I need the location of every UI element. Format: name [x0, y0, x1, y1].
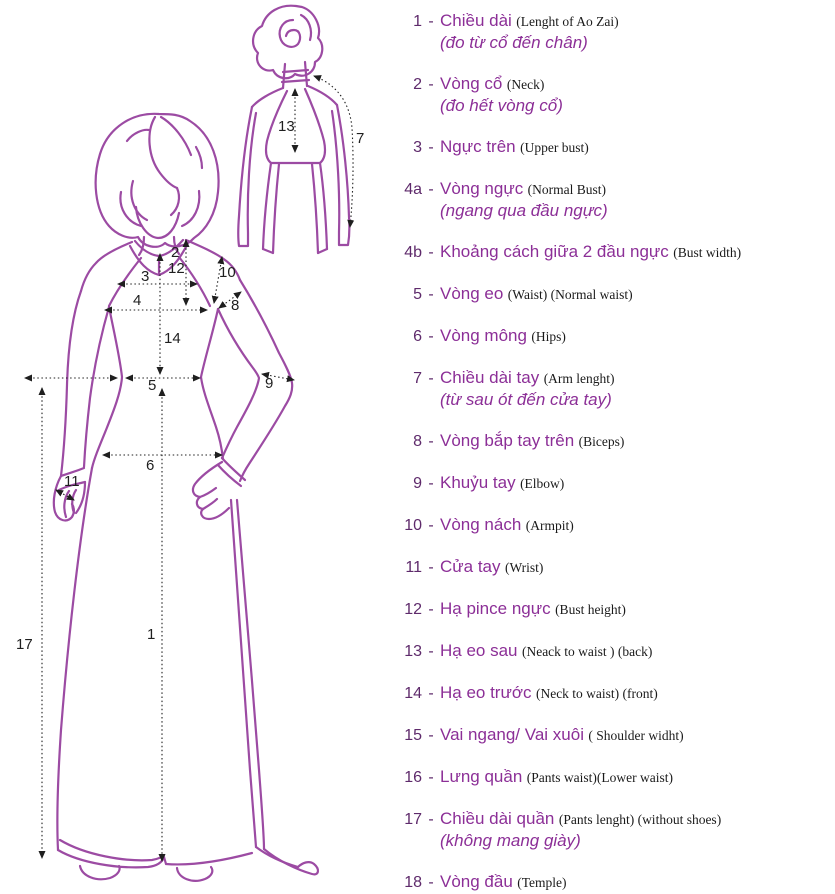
- legend-item-vietnamese: Khoảng cách giữa 2 đầu ngực: [440, 242, 669, 261]
- legend-item-dash: -: [428, 874, 434, 891]
- legend-item-number: 6: [413, 328, 422, 345]
- legend-item-vietnamese: Ngực trên: [440, 137, 516, 156]
- legend-item: [388, 10, 835, 53]
- legend-item-number: 17: [404, 811, 422, 828]
- legend-item-number: 4b: [404, 244, 422, 261]
- front-view-figure: [54, 114, 318, 881]
- legend-item-content: [440, 283, 835, 305]
- legend-item-english: (Pants lenght) (without shoes): [558, 812, 722, 827]
- legend-item-vietnamese: Cửa tay: [440, 557, 501, 576]
- legend-item-content: [440, 556, 835, 578]
- legend-item-english: (Hips): [531, 329, 566, 344]
- legend-item-content: [440, 724, 835, 746]
- measurement-lines: [25, 76, 353, 861]
- legend-item-dash: -: [428, 559, 434, 576]
- legend-item-content: [440, 871, 835, 893]
- legend-item-english: (Biceps): [578, 434, 625, 449]
- legend-item-vietnamese: Lưng quần: [440, 767, 523, 786]
- legend-item-number: 1: [413, 13, 422, 30]
- diagram-label-7: 7: [356, 130, 365, 147]
- legend-item: [388, 766, 835, 788]
- legend-item-dash: -: [428, 328, 434, 345]
- legend-item-english: (Neack to waist ) (back): [521, 644, 653, 659]
- left-arm: [61, 291, 81, 476]
- diagram-label-3: 3: [141, 268, 150, 285]
- legend-item-content: [440, 325, 835, 347]
- legend-item: [388, 430, 835, 452]
- legend-item: [388, 682, 835, 704]
- legend-item-vietnamese: Chiều dài tay: [440, 368, 540, 387]
- legend-item-vietnamese: Hạ eo trước: [440, 683, 532, 702]
- legend-item-number: 4a: [404, 181, 422, 198]
- legend-item-content: [440, 514, 835, 536]
- legend-item-number: 16: [404, 769, 422, 786]
- right-foot: [177, 867, 212, 881]
- diagram-label-14: 14: [164, 330, 181, 347]
- diagram-label-13: 13: [278, 118, 295, 135]
- legend-item-number: 10: [404, 517, 422, 534]
- legend-item-dash: -: [428, 685, 434, 702]
- diagram-label-12: 12: [168, 260, 185, 277]
- legend-item: [388, 472, 835, 494]
- legend-item-subnote: (đo từ cổ đến chân): [440, 33, 588, 52]
- legend-item-english: (Bust width): [673, 245, 742, 260]
- legend-item-number: 15: [404, 727, 422, 744]
- legend-item-english: (Wrist): [504, 560, 544, 575]
- diagram-label-8: 8: [231, 297, 240, 314]
- legend-item: [388, 724, 835, 746]
- diagram-label-9: 9: [265, 375, 274, 392]
- legend-item-english: (Neck): [506, 77, 545, 92]
- diagram-label-6: 6: [146, 457, 155, 474]
- legend-item-english: (Elbow): [520, 476, 565, 491]
- legend-item-dash: -: [428, 433, 434, 450]
- legend-item: [388, 598, 835, 620]
- legend-item-dash: -: [428, 643, 434, 660]
- legend-item-number: 9: [413, 475, 422, 492]
- legend-item: [388, 283, 835, 305]
- legend-item-dash: -: [428, 517, 434, 534]
- legend-item-vietnamese: Vòng mông: [440, 326, 527, 345]
- legend-item-number: 5: [413, 286, 422, 303]
- diagram-label-10: 10: [219, 264, 236, 281]
- legend-item-english: (Neck to waist) (front): [535, 686, 658, 701]
- legend-item-english: (Upper bust): [520, 140, 589, 155]
- legend-item-content: [440, 10, 835, 53]
- legend-item: [388, 73, 835, 116]
- legend-item-content: [440, 808, 835, 851]
- legend-item-english: (Normal Bust): [527, 182, 607, 197]
- legend-item-english: (Arm lenght): [543, 371, 615, 386]
- legend-item-dash: -: [428, 811, 434, 828]
- legend-item-subnote: (từ sau ót đến cửa tay): [440, 390, 612, 409]
- legend-item-content: [440, 136, 835, 158]
- legend-item-vietnamese: Chiều dài: [440, 11, 512, 30]
- legend-item-content: [440, 472, 835, 494]
- legend-item: [388, 556, 835, 578]
- legend-item-english: (Waist) (Normal waist): [507, 287, 633, 302]
- front-face: [136, 207, 179, 238]
- legend-item-number: 8: [413, 433, 422, 450]
- legend-item-content: [440, 766, 835, 788]
- legend-item-dash: -: [428, 370, 434, 387]
- legend-item-vietnamese: Hạ pince ngực: [440, 599, 551, 618]
- legend-item-english: (Temple): [517, 875, 567, 890]
- legend-item-number: 12: [404, 601, 422, 618]
- legend-item-english: (Pants waist)(Lower waist): [526, 770, 673, 785]
- legend-item-dash: -: [428, 13, 434, 30]
- legend-item-number: 3: [413, 139, 422, 156]
- legend-item-number: 2: [413, 76, 422, 93]
- legend-item-number: 7: [413, 370, 422, 387]
- legend-item-english: ( Shoulder widht): [588, 728, 684, 743]
- legend-item: [388, 136, 835, 158]
- front-hair: [96, 114, 219, 247]
- legend-item-vietnamese: Chiều dài quần: [440, 809, 555, 828]
- legend-item-english: (Lenght of Ao Zai): [516, 14, 619, 29]
- legend-item-vietnamese: Khuỷu tay: [440, 473, 516, 492]
- legend-item-english: (Armpit): [525, 518, 574, 533]
- diagram-label-17: 17: [16, 636, 33, 653]
- legend-item-vietnamese: Hạ eo sau: [440, 641, 518, 660]
- legend-item-dash: -: [428, 475, 434, 492]
- torso: [92, 307, 122, 468]
- left-foot: [80, 866, 120, 879]
- legend-item-content: [440, 682, 835, 704]
- legend-item-vietnamese: Vòng đầu: [440, 872, 513, 891]
- diagram-label-11: 11: [64, 473, 80, 490]
- legend-item-vietnamese: Vòng bắp tay trên: [440, 431, 575, 450]
- legend-item: [388, 871, 835, 893]
- legend-item-content: [440, 178, 835, 221]
- legend-item-content: [440, 241, 835, 263]
- legend-item: [388, 640, 835, 662]
- legend-item-dash: -: [428, 286, 434, 303]
- legend-item-content: [440, 367, 835, 410]
- measurement-diagram: [0, 0, 390, 894]
- legend-item: [388, 808, 835, 851]
- measurement-legend: [388, 10, 835, 894]
- legend-item-subnote: (đo hết vòng cổ): [440, 96, 563, 115]
- legend-item-vietnamese: Vòng nách: [440, 515, 522, 534]
- legend-item-content: [440, 430, 835, 452]
- legend-item-vietnamese: Vòng eo: [440, 284, 504, 303]
- legend-item-subnote: (không mang giày): [440, 831, 581, 850]
- legend-item-english: (Bust height): [555, 602, 626, 617]
- legend-item: [388, 514, 835, 536]
- legend-item-dash: -: [428, 769, 434, 786]
- legend-item: [388, 241, 835, 263]
- diagram-label-4: 4: [133, 292, 142, 309]
- measure-line-7: [314, 76, 353, 227]
- legend-item-dash: -: [428, 76, 434, 93]
- legend-item: [388, 367, 835, 410]
- legend-item-number: 14: [404, 685, 422, 702]
- legend-item-content: [440, 640, 835, 662]
- legend-item-number: 18: [404, 874, 422, 891]
- back-hair-bun: [253, 6, 322, 79]
- legend-item-number: 13: [404, 643, 422, 660]
- legend-item-vietnamese: Vai ngang/ Vai xuôi: [440, 725, 584, 744]
- legend-item-content: [440, 73, 835, 116]
- measurement-labels: [16, 118, 364, 653]
- legend-item-vietnamese: Vòng ngực: [440, 179, 524, 198]
- diagram-label-2: 2: [171, 244, 180, 261]
- legend-item-dash: -: [428, 601, 434, 618]
- legend-item-dash: -: [428, 181, 434, 198]
- legend-item-dash: -: [428, 139, 434, 156]
- legend-item: [388, 325, 835, 347]
- legend-item-subnote: (ngang qua đầu ngực): [440, 201, 608, 220]
- legend-item: [388, 178, 835, 221]
- legend-item-number: 11: [405, 559, 422, 576]
- diagram-label-5: 5: [148, 377, 157, 394]
- legend-item-dash: -: [428, 244, 434, 261]
- diagram-label-1: 1: [147, 626, 156, 643]
- legend-item-dash: -: [428, 727, 434, 744]
- legend-item-vietnamese: Vòng cổ: [440, 74, 503, 93]
- skirt: [57, 468, 92, 850]
- legend-item-content: [440, 598, 835, 620]
